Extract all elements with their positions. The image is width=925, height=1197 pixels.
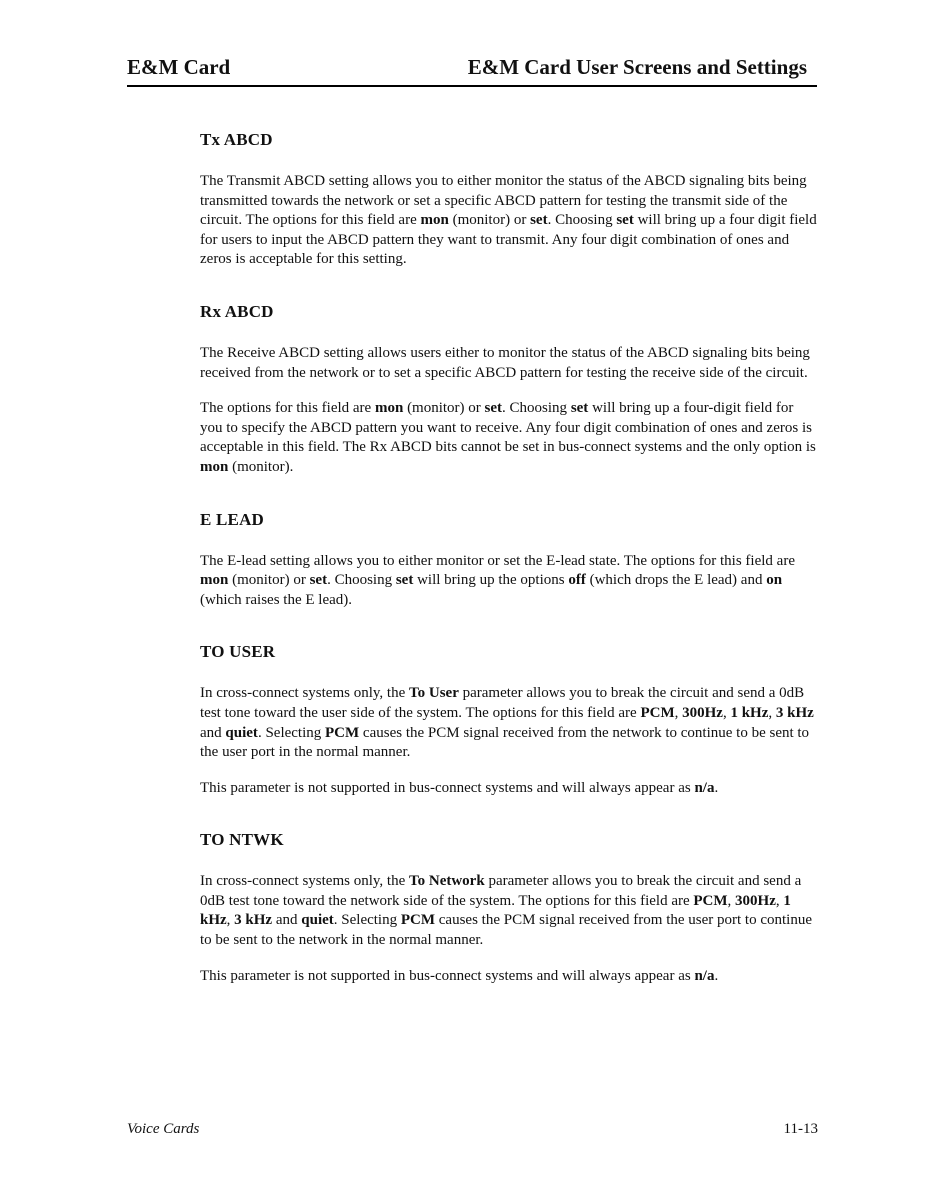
bold-term: 3 kHz <box>234 912 273 929</box>
text-run: . <box>714 779 719 796</box>
bold-term: set <box>570 400 589 417</box>
text-run: . Selecting <box>333 912 401 929</box>
footer-section-name: Voice Cards <box>127 1121 200 1137</box>
page-number: 11-13 <box>783 1121 818 1137</box>
bold-term: PCM <box>325 724 360 741</box>
bold-term: mon <box>420 212 449 229</box>
bold-term: set <box>309 572 328 589</box>
bold-term: PCM <box>693 892 728 909</box>
text-run: , <box>775 892 784 909</box>
text-run: This parameter is not supported in bus-connect systems and will always appear as <box>200 967 695 984</box>
page-content <box>200 130 818 1018</box>
bold-term: 1 kHz <box>200 892 791 929</box>
bold-term: set <box>395 572 414 589</box>
paragraph <box>200 552 818 611</box>
paragraph <box>200 967 818 987</box>
bold-term: n/a <box>694 779 715 796</box>
paragraph <box>200 344 818 383</box>
text-run: parameter allows you to break the circuit and send a 0dB test tone toward the user side of the system. The options for this field are <box>200 685 805 721</box>
text-run: will bring up a four digit field for users to input the ABCD pattern they want to transmit. Any four digit combination of ones and zeros is acceptable for this setting. <box>200 212 817 268</box>
bold-term: mon <box>200 458 229 475</box>
bold-term: on <box>766 572 783 589</box>
bold-term: mon <box>374 400 404 417</box>
header-right-title: E&M Card User Screens and Settings <box>467 55 807 79</box>
text-run: (monitor) or <box>403 400 485 417</box>
bold-term: To Network <box>408 873 485 890</box>
section-e-lead <box>200 510 818 611</box>
section-rx-abcd <box>200 302 818 478</box>
section-heading: TO USER <box>200 642 276 662</box>
text-run: , <box>727 892 736 909</box>
text-run: (which raises the E lead). <box>200 591 353 608</box>
text-run: This parameter is not supported in bus-connect systems and will always appear as <box>200 779 695 796</box>
text-run: The options for this field are <box>200 400 375 417</box>
bold-term: mon <box>200 572 229 589</box>
text-run: . Selecting <box>257 724 326 741</box>
section-to-ntwk <box>200 830 818 986</box>
text-run: , <box>674 704 683 721</box>
text-run: . Choosing <box>502 400 571 417</box>
text-run: , <box>722 704 731 721</box>
bold-term: PCM <box>400 912 436 929</box>
text-run: The Receive ABCD setting allows users either to monitor the status of the ABCD signaling bits being received from the network or to set a specific ABCD pattern for testing the receive side of the circuit. <box>200 344 810 381</box>
text-run: (which drops the E lead) and <box>585 572 767 589</box>
text-run: The E-lead setting allows you to either monitor or set the E-lead state. The options for this field are <box>200 552 795 569</box>
bold-term: set <box>616 212 634 229</box>
text-run: The Transmit ABCD setting allows you to either monitor the status of the ABCD signaling bits being transmitted towards the network or set a specific ABCD pattern for testing the transmit side of the circuit. The options for this field are <box>200 173 807 229</box>
bold-term: quiet <box>301 912 334 929</box>
section-heading: E LEAD <box>200 509 265 529</box>
text-run: will bring up a four-digit field for you to specify the ABCD pattern you want to receive. Any four digit combination of ones and zeros is acceptable in this field. The Rx ABCD bits cannot be set in bus-connect systems and the only option is <box>200 400 816 456</box>
text-run: , <box>768 704 776 721</box>
bold-term: To User <box>408 685 459 702</box>
text-run: In cross-connect systems only, the <box>200 873 409 890</box>
bold-term: 1 kHz <box>730 704 769 721</box>
text-run: parameter allows you to break the circuit and send a 0dB test tone toward the network side of the system. The options for this field are <box>200 873 802 909</box>
text-run: . Choosing <box>547 212 617 229</box>
paragraph <box>200 172 818 270</box>
section-heading: TO NTWK <box>200 830 284 850</box>
text-run: (monitor). <box>228 458 294 475</box>
paragraph <box>200 684 818 762</box>
bold-term: PCM <box>640 704 675 721</box>
text-run: . Choosing <box>327 572 396 589</box>
bold-term: set <box>530 212 548 229</box>
bold-term: quiet <box>225 724 258 741</box>
section-heading: Tx ABCD <box>200 130 273 149</box>
bold-term: set <box>484 400 503 417</box>
section-to-user <box>200 642 818 798</box>
text-run: and <box>200 724 226 741</box>
section-tx-abcd <box>200 130 818 270</box>
bold-term: 3 kHz <box>775 704 814 721</box>
bold-term: n/a <box>694 967 715 984</box>
bold-term: off <box>568 572 586 589</box>
text-run: causes the PCM signal received from the user port to continue to be sent to the network in the normal manner. <box>200 912 813 949</box>
text-run: causes the PCM signal received from the network to continue to be sent to the user port in the normal manner. <box>200 724 810 761</box>
paragraph <box>200 872 818 950</box>
text-run: (monitor) or <box>448 212 531 229</box>
text-run: and <box>272 912 302 929</box>
paragraph <box>200 779 818 799</box>
bold-term: 300Hz <box>735 892 776 909</box>
paragraph <box>200 399 818 477</box>
section-heading: Rx ABCD <box>200 301 274 321</box>
page-header <box>127 55 817 87</box>
text-run: , <box>226 912 235 929</box>
header-left-title: E&M Card <box>127 55 231 79</box>
text-run: (monitor) or <box>228 572 310 589</box>
text-run: . <box>714 967 719 984</box>
text-run: In cross-connect systems only, the <box>200 685 409 702</box>
bold-term: 300Hz <box>682 704 723 721</box>
text-run: will bring up the options <box>413 572 569 589</box>
